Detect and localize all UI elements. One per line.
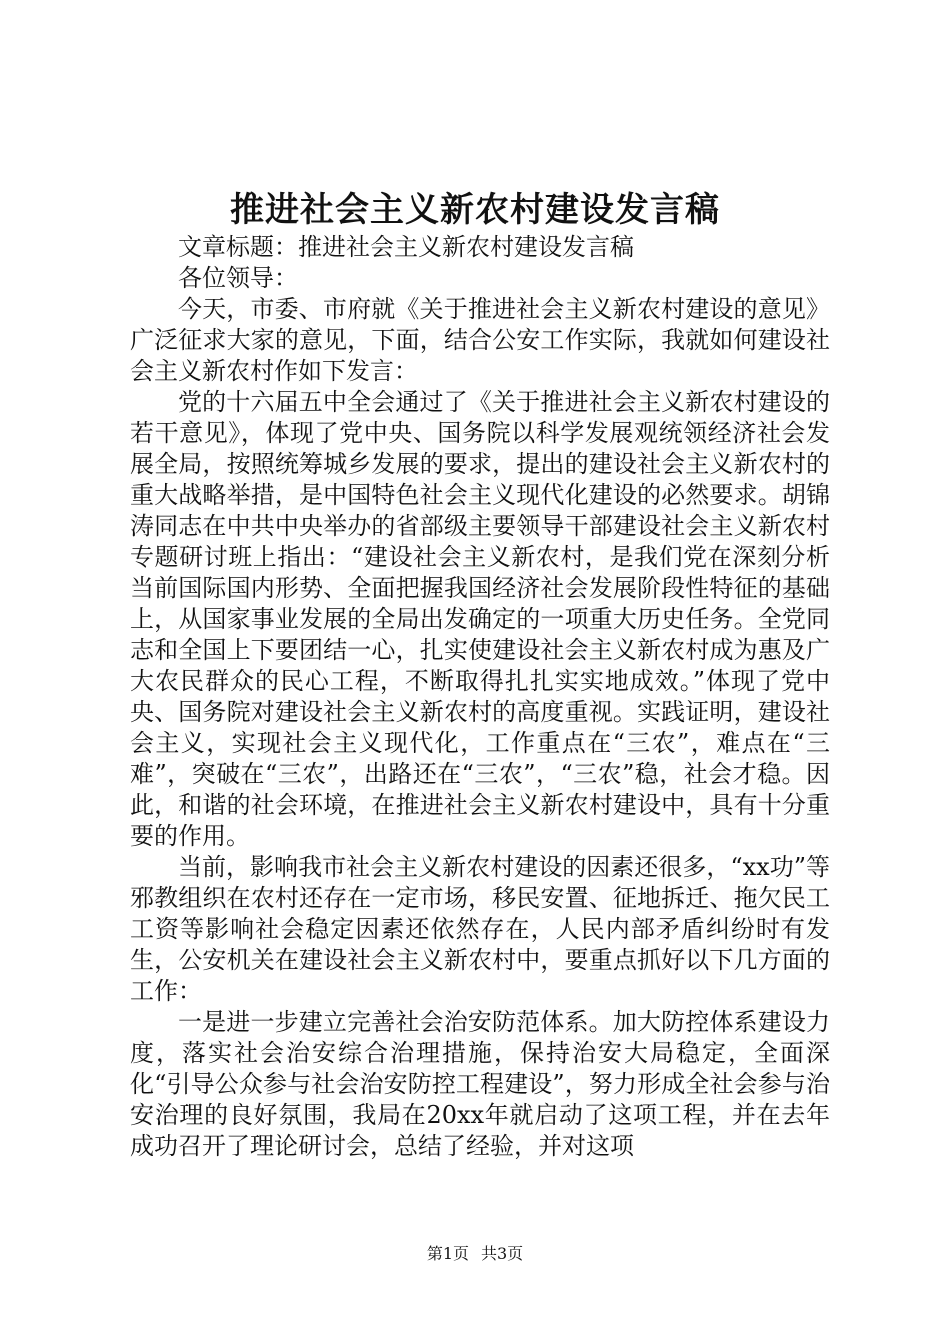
page-total: 共3页 xyxy=(481,1244,524,1263)
paragraph-intro: 今天，市委、市府就《关于推进社会主义新农村建设的意见》广泛征求大家的意见，下面，结合公安工作实际，我就如何建设社会主义新农村作如下发言： xyxy=(130,295,830,385)
page-number: 第1页 xyxy=(426,1244,469,1263)
paragraph-policy: 党的十六届五中全会通过了《关于推进社会主义新农村建设的若干意见》，体现了党中央、国务院以科学发展观统领经济社会发展全局，按照统筹城乡发展的要求，提出的建设社会主义新农村的重大战略举措，是中国特色社会主义现代化建设的必然要求。胡锦涛同志在中共中央举办的省部级主要领导干部建设社会主义新农村专题研讨班上指出：“建设社会主义新农村，是我们党在深刻分析当前国际国内形势、全面把握我国经济社会发展阶段性特征的基础上，从国家事业发展的全局出发确定的一项重大历史任务。全党同志和全国上下要团结一心，扎实使建设社会主义新农村成为惠及广大农民群众的民心工程，不断取得扎扎实实地成效。”体现了党中央、国务院对建设社会主义新农村的高度重视。实践证明，建设社会主义，实现社会主义现代化，工作重点在“三农”，难点在“三难”，突破在“三农”，出路还在“三农”，“三农”稳，社会才稳。因此，和谐的社会环境，在推进社会主义新农村建设中，具有十分重要的作用。 xyxy=(130,388,830,850)
page-footer xyxy=(0,1244,950,1264)
document-title: 推进社会主义新农村建设发言稿 xyxy=(230,190,720,230)
salutation: 各位领导： xyxy=(178,264,298,292)
paragraph-current-factors: 当前，影响我市社会主义新农村建设的因素还很多，“xx功”等邪教组织在农村还存在一定市场，移民安置、征地拆迁、拖欠民工工资等影响社会稳定因素还依然存在，人民内部矛盾纠纷时有发生，公安机关在建设社会主义新农村中，要重点抓好以下几方面的工作： xyxy=(130,853,830,1005)
article-title-line: 文章标题：推进社会主义新农村建设发言稿 xyxy=(178,233,634,261)
paragraph-first-point: 一是进一步建立完善社会治安防范体系。加大防控体系建设力度，落实社会治安综合治理措施，保持治安大局稳定，全面深化“引导公众参与社会治安防控工程建设”，努力形成全社会参与治安治理的良好氛围，我局在20xx年就启动了这项工程，并在去年成功召开了理论研讨会，总结了经验，并对这项 xyxy=(130,1008,830,1160)
document-body xyxy=(130,232,830,1162)
